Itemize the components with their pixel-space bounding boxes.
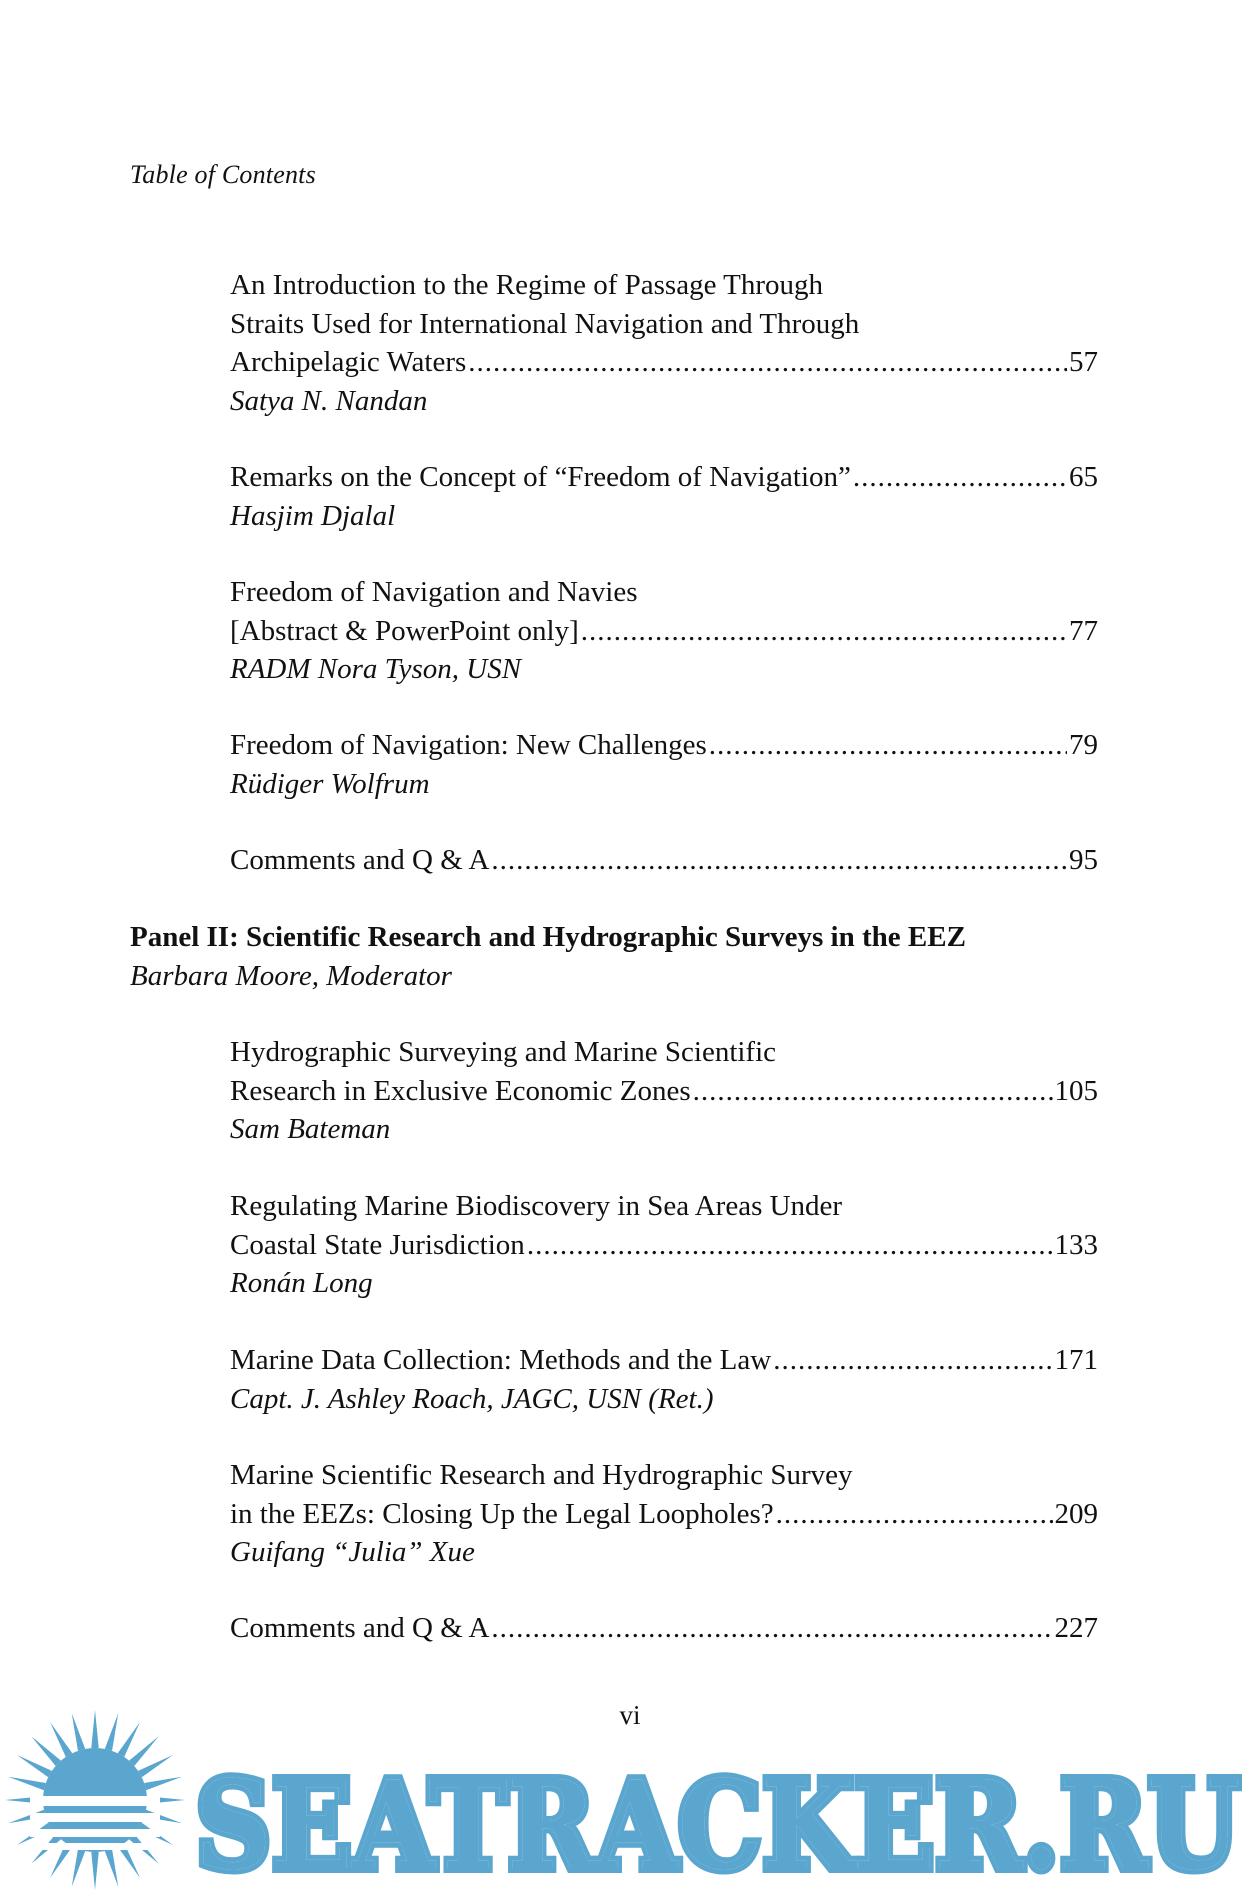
toc-entry-title-line: Freedom of Navigation and Navies [230,576,638,608]
toc-entry-title-last: Freedom of Navigation: New Challenges [230,729,707,761]
sun-ray [138,1755,173,1777]
toc-page-number: 57 [1069,346,1098,378]
toc-entry-author: Rüdiger Wolfrum [230,767,430,800]
toc-entry[interactable] [230,573,1098,689]
sun-ray [72,1849,85,1887]
toc-entry-author: RADM Nora Tyson, USN [230,653,522,685]
toc-entry-title-line: An Introduction to the Regime of Passage Through [230,269,824,301]
watermark-text: SEATRACKER.RU [195,1753,1240,1890]
dot-leader [491,1609,1052,1648]
toc-page-number: 95 [1069,844,1098,876]
toc-entry-title-last: Coastal State Jurisdiction [230,1228,525,1261]
toc-leader-line [230,343,1098,382]
dot-leader [468,343,1067,382]
toc-section-2-b [230,1187,1098,1303]
toc-entry-title-last: [Abstract & PowerPoint only] [230,614,579,647]
toc-leader-line [230,726,1098,765]
toc-section-2-c [230,1341,1098,1418]
sunburst-logo-icon [5,1710,185,1890]
toc-entry-title-last: Archipelagic Waters [230,346,467,378]
toc-entry[interactable] [230,1033,1098,1149]
sun-ray [17,1755,52,1777]
watermark-text-fill: SEATRACKER.RU [195,1753,1240,1890]
toc-entry-title-last: Remarks on the Concept of “Freedom of Navigation” [230,461,851,493]
sun-ray [144,1777,182,1790]
toc-leader-line [230,1226,1098,1265]
toc-entry-title-line: Straits Used for International Navigation and Through [230,307,860,340]
toc-section-1-c [230,573,1098,689]
sun-ray [129,1736,159,1766]
toc-entry-author: Sam Bateman [230,1113,391,1145]
toc-entry[interactable] [230,1609,1098,1648]
panel-moderator: Barbara Moore, Moderator [130,959,452,992]
dot-leader [709,726,1067,765]
toc-entry[interactable] [230,726,1098,803]
toc-section-1-e [230,841,1098,880]
toc-entry[interactable] [230,266,1098,420]
toc-leader-line [230,612,1098,651]
sun-ray [31,1736,61,1766]
toc-section-1-b [230,458,1098,535]
toc-page-number: 227 [1054,1612,1098,1644]
toc-entry[interactable] [230,1456,1098,1572]
toc-entry-title-last: Comments and Q & A [230,844,490,876]
toc-page-number: 209 [1054,1497,1098,1530]
dot-leader [773,1341,1052,1380]
toc-section-1-d [230,726,1098,803]
toc-page-number: 77 [1069,614,1098,647]
panel-heading [130,918,1098,995]
panel-title[interactable]: Panel II: Scientific Research and Hydrographic Surveys in the EEZ [130,921,966,953]
dot-leader [693,1072,1053,1111]
toc-leader-line [230,1609,1098,1648]
toc-section-2-d [230,1456,1098,1572]
toc-entry-title-last: in the EEZs: Closing Up the Legal Loopholes? [230,1497,774,1530]
toc-page-number: 65 [1069,461,1098,493]
toc-leader-line [230,841,1098,880]
page-number: vi [619,1700,641,1730]
toc-entry-title-last: Comments and Q & A [230,1612,490,1644]
toc-section-2-e [230,1609,1098,1648]
sun-ray [8,1777,46,1790]
toc-leader-line [230,458,1098,497]
toc-section-2-a [230,1033,1098,1149]
sun-ray [91,1852,98,1890]
dot-leader [491,841,1067,880]
toc-entry[interactable] [230,458,1098,535]
toc-entry-author: Capt. J. Ashley Roach, JAGC, USN (Ret.) [230,1382,714,1415]
toc-leader-line [230,1495,1098,1534]
toc-page-number: 133 [1054,1228,1098,1261]
dot-leader [527,1226,1053,1265]
toc-entry-title-last: Marine Data Collection: Methods and the Law [230,1344,772,1376]
toc-entry-author: Guifang “Julia” Xue [230,1536,475,1568]
toc-leader-line [230,1072,1098,1111]
dot-leader [581,612,1067,651]
toc-entry[interactable] [230,841,1098,880]
toc-page-number: 171 [1054,1344,1098,1376]
toc-entry[interactable] [230,1341,1098,1418]
toc-page-number: 79 [1069,729,1098,761]
toc-entry-author: Ronán Long [230,1267,373,1299]
dot-leader [853,458,1067,497]
toc-entry-title-last: Research in Exclusive Economic Zones [230,1074,691,1107]
running-head: Table of Contents [130,160,316,189]
toc-entry-author: Hasjim Djalal [230,499,396,532]
toc-entry-title-line: Marine Scientific Research and Hydrographic Survey [230,1459,853,1491]
toc-entry-title-line: Hydrographic Surveying and Marine Scientific [230,1036,777,1068]
toc-page-number: 105 [1054,1074,1098,1107]
toc-leader-line [230,1341,1098,1380]
dot-leader [776,1495,1053,1534]
toc-entry[interactable] [230,1187,1098,1303]
toc-section-1 [230,266,1098,420]
toc-entry-author: Satya N. Nandan [230,384,428,417]
sun-ray [105,1849,118,1887]
toc-entry-title-line: Regulating Marine Biodiscovery in Sea Areas Under [230,1190,843,1222]
